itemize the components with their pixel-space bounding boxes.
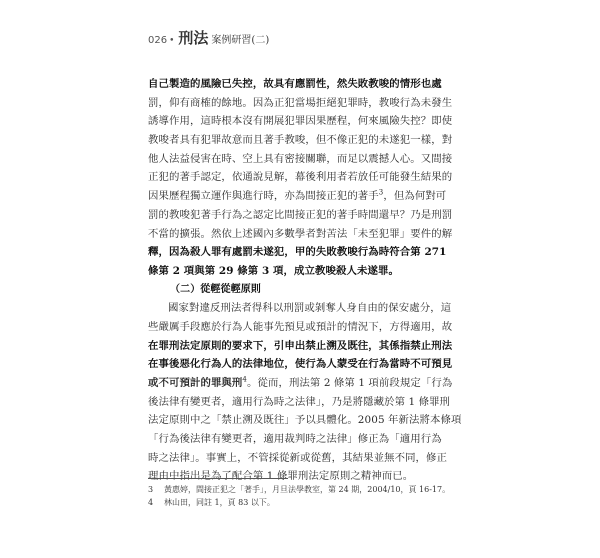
body-line [148,168,453,187]
body-line [148,355,453,374]
body-line-text: 教唆者具有犯罪故意而且著手教唆，但不像正犯的未遂犯一樣，對 [148,134,453,147]
body-line-text: 罰的教唆犯著手行為之認定比間接正犯的著手時間還早？乃是刑罰 [148,208,453,221]
body-line [148,150,453,169]
body-line-text-continued: 。從而，刑法第 2 條第 1 項前段規定「行為 [246,377,453,389]
body-line [148,75,442,94]
body-line [148,206,453,225]
body-line [148,131,453,150]
book-title: 刑法 [178,29,209,47]
body-line [148,225,453,244]
footnote-number: 3 [148,485,154,494]
footnote-text: 黃惠婷，間接正犯之「著手」，月旦法學教室，第 24 期，2004/10，頁 16-17。 [164,485,451,494]
body-line-text: 條第 2 項與第 29 條第 3 項，成立教唆殺人未遂罪。 [148,264,399,277]
body-line [148,299,452,318]
body-line-text: 罰，仰有商榷的餘地。因為正犯當場拒絕犯罪時，教唆行為未發生 [148,96,453,109]
body-line-text: 時之法律」。事實上，不管採從新或從舊，其結果並無不同，修正 [148,451,448,464]
footnote [148,496,448,509]
body-line-text: 法定原則中之「禁止溯及既往」予以具體化。2005 年新法將本條項 [148,414,462,427]
body-line [148,374,453,393]
header-separator-dot: • [169,36,175,46]
footnote [148,483,451,496]
body-line-text: 不當的擴張。然依上述國內多數學者對苦法「未至犯罪」要件的解 [148,227,453,240]
body-line-text: 在罪刑法定原則的要求下，引申出禁止溯及既往，其係指禁止刑法 [148,339,453,352]
page-number: 026 [148,35,168,46]
footnote-text: 林山田，同註 1，頁 83 以下。 [164,498,275,507]
body-line-text: 正犯的著手認定，依通說見解，幕後利用者若放任可能發生結果的 [148,171,453,184]
body-line-text: 誘導作用，這時根本沒有開展犯罪因果歷程，何來風險失控？即使 [148,115,453,128]
body-line [148,430,442,449]
body-line [148,449,448,468]
body-line-text-continued: ，但為何對可 [383,190,447,203]
footnote-number: 4 [148,498,154,507]
body-line-text: 些嚴厲手段應於行為人能事先預見或預計的情況下，方得適用，故 [148,320,453,333]
body-line-text: 因果歷程獨立運作與進行時，亦為間接正犯的著手 [148,190,379,203]
body-text [148,75,462,486]
body-line-text: 後法律有變更者，適用行為時之法律」，乃是將隱藏於第 1 條罪刑 [148,395,451,408]
body-line [148,243,447,262]
body-line-text: 國家對違反刑法者得科以刑罰或剝奪人身自由的保安處分，這 [168,302,452,315]
body-line [148,94,453,113]
body-line [148,262,436,281]
book-series: 案例研習(二) [211,35,270,46]
body-line [148,411,462,430]
body-line [148,187,447,206]
footnote-ref: 4 [242,375,247,384]
body-line-text: 在事後惡化行為人的法律地位，使行為人蒙受在行為當時不可預見 [148,358,453,371]
body-line-text: 「行為後法律有變更者，適用裁判時之法律」修正為「適用行為 [148,433,442,446]
body-line [148,393,451,412]
body-line-text: 理由中指出是為了配合第 1 條罪刑法定原則之精神而已。 [148,470,414,483]
body-line [148,337,453,356]
footnote-ref: 3 [378,188,384,197]
body-line-text: 他人法益侵害在時、空上具有密接關聯，而足以震撼人心。又間接 [148,152,453,165]
body-line-text: 自己製造的風險已失控，故具有應罰性，然失敗教唆的情形也處 [148,78,442,90]
body-line-text: （二）從輕從輕原則 [170,283,261,295]
body-line-text: 或不可預計的罪與刑 [148,377,243,389]
section-heading [148,281,436,300]
footnotes [148,483,451,509]
body-line-text: 釋，因為殺人罪有處罰未遂犯，甲的失敗教唆行為時符合第 271 [148,246,447,259]
footnote-rule [148,478,288,479]
body-line [148,112,453,131]
body-line [148,318,453,337]
page-header [148,27,269,48]
